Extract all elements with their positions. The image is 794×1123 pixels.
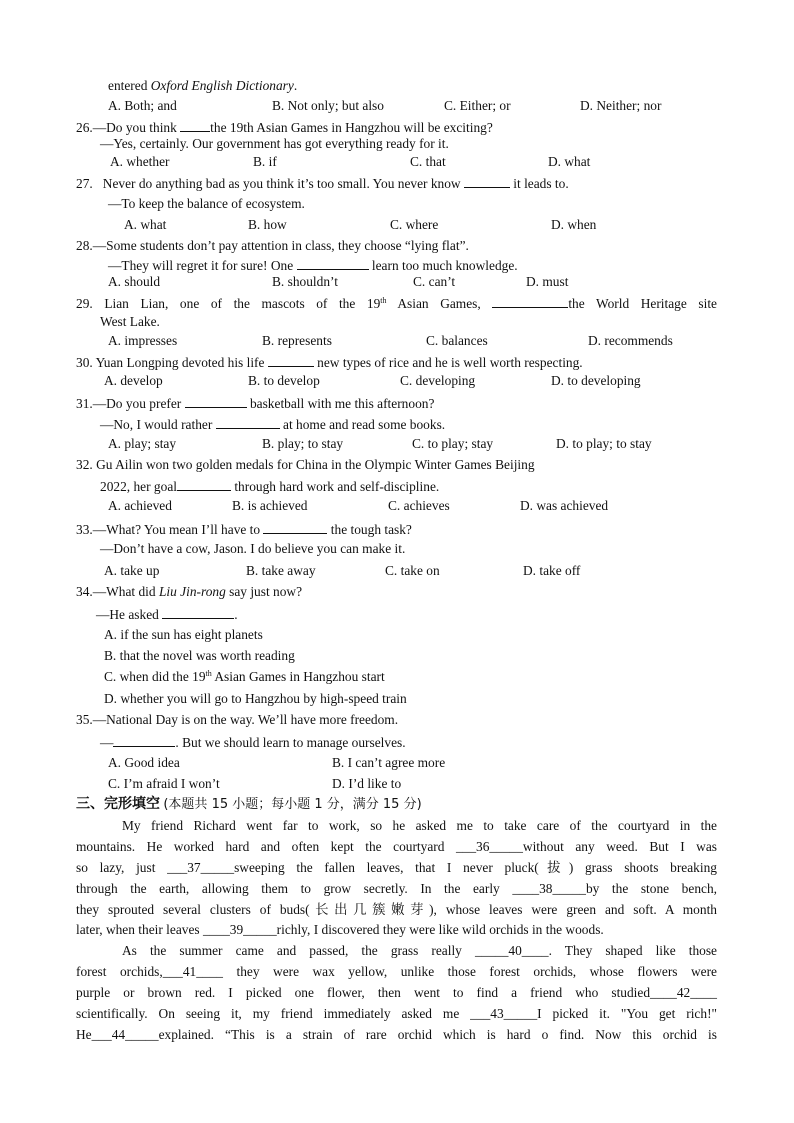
q26-stem-b: the 19th Asian Games in Hangzhou will be exciting? — [210, 120, 493, 135]
q33-option-b: B. take away — [246, 563, 316, 578]
passage-p1-line-2: mountains. He worked hard and often kept the courtyard ___36_____without any weed. But I was — [76, 839, 717, 854]
q35-option-b: B. I can’t agree more — [332, 755, 446, 770]
q29-option-a: A. impresses — [108, 333, 178, 348]
q28-reply — [108, 256, 518, 274]
q32-line2-a: 2022, her goal — [100, 479, 177, 494]
passage-p2-line-5: He___44_____explained. “This is a strain of rare orchid which is hard o find. Now this orchid is — [76, 1027, 717, 1042]
q27-option-b: B. how — [248, 217, 287, 232]
q29-option-c: C. balances — [426, 333, 488, 348]
q25-option-a: A. Both; and — [108, 98, 177, 113]
q34-number: 34. — [76, 584, 93, 599]
section-subtitle: (本题共 15 小题；每小题 1 分，满分 15 分) — [163, 797, 422, 812]
q27-blank — [464, 174, 510, 188]
q30-stem-a: Yuan Longping devoted his life — [95, 355, 268, 370]
q35-reply-b: . But we should learn to manage ourselves. — [175, 735, 406, 750]
q27-stem — [76, 174, 569, 192]
section-title: 三、完形填空 — [76, 796, 160, 812]
q34-blank — [162, 605, 234, 619]
q25-option-c: C. Either; or — [444, 98, 511, 113]
q35-reply — [100, 733, 406, 751]
q27-option-d: D. when — [551, 217, 597, 232]
q27-number: 27. — [76, 176, 93, 191]
q27-option-a: A. what — [124, 217, 167, 232]
passage-p1-line-1: My friend Richard went far to work, so he asked me to take care of the courtyard in the — [122, 818, 717, 833]
passage-p2-line-3: purple or brown red. I picked one flower, then went to find a friend who studied____42____ — [76, 985, 717, 1000]
q31-blank-1 — [185, 394, 247, 408]
q33-reply: —Don’t have a cow, Jason. I do believe you can make it. — [100, 541, 406, 556]
passage-p2-line-4: scientifically. On seeing it, my friend immediately asked me ___43_____I picked it. "You get rich!" — [76, 1006, 717, 1021]
q30-option-c: C. developing — [400, 373, 476, 388]
q34-stem-b: say just now? — [225, 584, 303, 599]
q28-option-d: D. must — [526, 274, 569, 289]
q26-blank — [180, 118, 210, 132]
q35-stem-text: —National Day is on the way. We’ll have more freedom. — [92, 712, 399, 727]
q34-reply — [96, 605, 238, 623]
q34-option-c-sup: th — [205, 669, 212, 678]
q32-option-b: B. is achieved — [232, 498, 308, 513]
q29-option-d: D. recommends — [588, 333, 673, 348]
q28-reply-a: —They will regret it for sure! One — [108, 258, 297, 273]
q34-reply-a: —He asked — [96, 607, 163, 622]
q31-option-b: B. play; to stay — [262, 436, 344, 451]
q31-reply-b: at home and read some books. — [279, 417, 446, 432]
q30-blank — [268, 353, 314, 367]
q35-reply-a: — — [100, 735, 114, 750]
q34-option-c — [104, 669, 385, 685]
q30-stem — [76, 353, 583, 371]
q33-blank — [263, 520, 327, 534]
q34-option-b: B. that the novel was worth reading — [104, 648, 295, 663]
q32-stem-text: Gu Ailin won two golden medals for China in the Olympic Winter Games Beijing — [96, 457, 535, 472]
q28-option-a: A. should — [108, 274, 161, 289]
q25-option-b: B. Not only; but also — [272, 98, 384, 113]
q30-option-d: D. to developing — [551, 373, 641, 388]
passage-p2-line-1: As the summer came and passed, the grass really _____40____. They shaped like those — [122, 943, 717, 958]
q27-option-c: C. where — [390, 217, 439, 232]
q31-option-a: A. play; stay — [108, 436, 177, 451]
q28-option-c: C. can’t — [413, 274, 456, 289]
section-heading — [76, 796, 422, 813]
q26-option-a: A. whether — [110, 154, 170, 169]
q33-number: 33. — [76, 522, 93, 537]
q28-stem-text: —Some students don’t pay attention in class, they choose “lying flat”. — [92, 238, 469, 253]
q29-stem-b: Asian Games, — [386, 296, 493, 311]
q26-option-d: D. what — [548, 154, 591, 169]
q30-option-b: B. to develop — [248, 373, 320, 388]
q25-cont-text: entered — [108, 78, 148, 93]
q27-reply: —To keep the balance of ecosystem. — [108, 196, 305, 211]
q33-option-a: A. take up — [104, 563, 160, 578]
q34-name: Liu Jin-rong — [158, 584, 226, 599]
q26-number: 26. — [76, 120, 93, 135]
q26-reply: —Yes, certainly. Our government has got everything ready for it. — [100, 136, 449, 151]
q31-stem — [76, 394, 434, 412]
q29-stem-a: Lian Lian, one of the mascots of the 19 — [104, 296, 381, 311]
passage-p2-line-2: forest orchids,___41____ they were wax yellow, unlike those forest orchids, whose flowers were — [76, 964, 717, 979]
q29-option-b: B. represents — [262, 333, 332, 348]
q33-option-c: C. take on — [385, 563, 440, 578]
q30-stem-b: new types of rice and he is well worth respecting. — [313, 355, 583, 370]
q26-stem — [76, 118, 493, 136]
passage-p1-line-6: later, when their leaves ____39_____richly, I discovered they were like wild orchids in the woods. — [76, 922, 604, 937]
q34-option-c-b: Asian Games in Hangzhou start — [211, 669, 385, 684]
q31-reply — [100, 415, 445, 433]
q31-option-d: D. to play; to stay — [556, 436, 652, 451]
q34-option-c-a: C. when did the 19 — [104, 669, 206, 684]
q29-stem-c: the World Heritage site — [568, 296, 717, 311]
q26-option-c: C. that — [410, 154, 446, 169]
q29-number: 29. — [76, 296, 93, 311]
q31-blank-2 — [216, 415, 280, 429]
q28-blank — [297, 256, 369, 270]
q25-cont-end: . — [293, 78, 298, 93]
q35-number: 35. — [76, 712, 93, 727]
q28-stem — [76, 238, 469, 254]
q33-stem — [76, 520, 412, 538]
q34-reply-b: . — [234, 607, 238, 622]
passage-p1-line-5: they sprouted several clusters of buds(长出几簇嫩芽), whose leaves were green and soft. A month — [76, 902, 717, 917]
q35-blank — [113, 733, 175, 747]
q25-dictionary-name: Oxford English Dictionary — [150, 78, 294, 93]
q29-line2: West Lake. — [100, 314, 160, 329]
q34-stem-a: —What did — [92, 584, 159, 599]
q32-option-a: A. achieved — [108, 498, 172, 513]
q35-option-d: D. I’d like to — [332, 776, 402, 791]
q31-stem-b: basketball with me this afternoon? — [246, 396, 435, 411]
q25-continuation — [108, 78, 297, 94]
q34-option-a: A. if the sun has eight planets — [104, 627, 263, 642]
q31-reply-a: —No, I would rather — [100, 417, 216, 432]
q33-stem-a: —What? You mean I’ll have to — [92, 522, 264, 537]
q26-option-b: B. if — [253, 154, 277, 169]
q27-stem-a: Never do anything bad as you think it’s too small. You never know — [102, 176, 464, 191]
q31-option-c: C. to play; stay — [412, 436, 494, 451]
q28-reply-b: learn too much knowledge. — [368, 258, 518, 273]
q33-stem-b: the tough task? — [327, 522, 412, 537]
q32-number: 32. — [76, 457, 93, 472]
passage-p1-line-4: through the earth, allowing them to grow secretly. In the early ____38_____by the stone bench, — [76, 881, 717, 896]
q34-stem — [76, 584, 302, 600]
q28-option-b: B. shouldn’t — [272, 274, 338, 289]
q31-number: 31. — [76, 396, 93, 411]
q32-blank — [177, 477, 231, 491]
q32-line2 — [100, 477, 439, 495]
q29-blank — [492, 294, 568, 308]
q35-stem — [76, 712, 398, 728]
q32-line2-b: through hard work and self-discipline. — [230, 479, 440, 494]
q26-stem-a: —Do you think — [92, 120, 181, 135]
q32-option-c: C. achieves — [388, 498, 450, 513]
q32-stem — [76, 457, 535, 473]
q35-option-c: C. I’m afraid I won’t — [108, 776, 220, 791]
q29-stem — [76, 294, 717, 312]
q30-option-a: A. develop — [104, 373, 163, 388]
passage-p1-line-3: so lazy, just ___37_____sweeping the fallen leaves, that I never pluck(拔) grass shoots breaking — [76, 860, 717, 875]
q31-stem-a: —Do you prefer — [92, 396, 185, 411]
q35-option-a: A. Good idea — [108, 755, 180, 770]
q25-option-d: D. Neither; nor — [580, 98, 662, 113]
q34-option-d: D. whether you will go to Hangzhou by high-speed train — [104, 691, 407, 706]
q30-number: 30. — [76, 355, 93, 370]
q33-option-d: D. take off — [523, 563, 581, 578]
q29-sup: th — [380, 296, 387, 305]
q32-option-d: D. was achieved — [520, 498, 609, 513]
q27-stem-b: it leads to. — [509, 176, 569, 191]
q28-number: 28. — [76, 238, 93, 253]
